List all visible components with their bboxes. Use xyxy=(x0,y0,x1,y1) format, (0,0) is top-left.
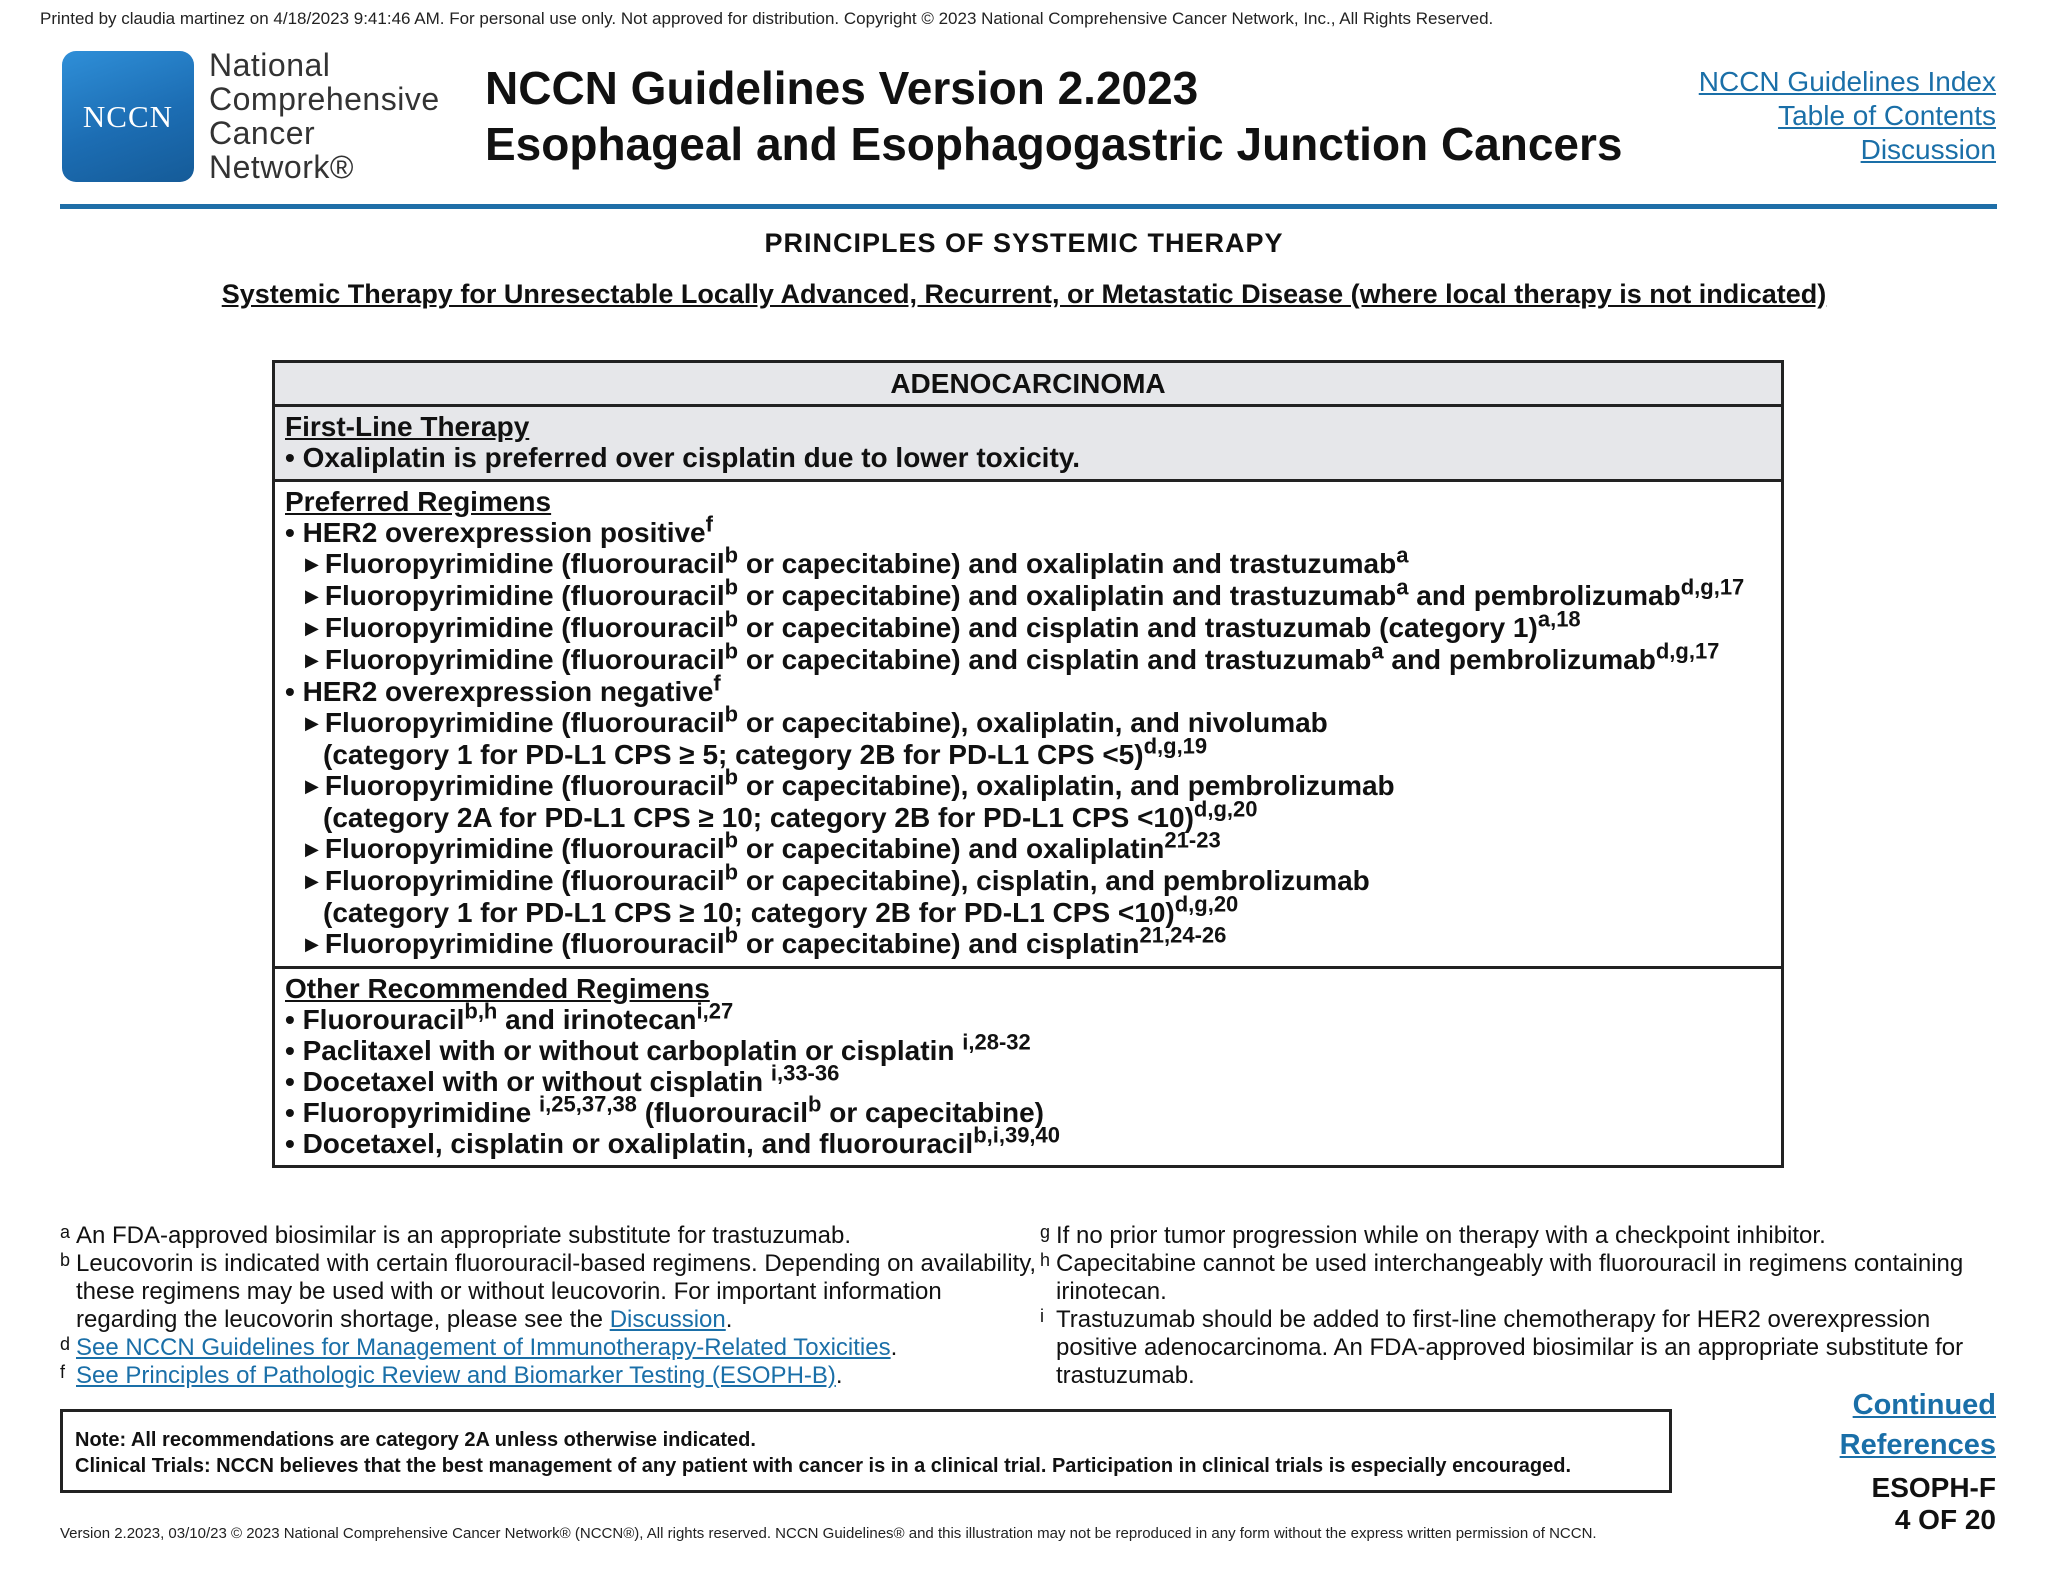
triangle-bullet-icon: ▶ xyxy=(305,650,319,670)
logo-wordmark xyxy=(209,48,440,184)
logo-line: Cancer xyxy=(209,115,316,151)
title-line-2: Esophageal and Esophagogastric Junction Cancers xyxy=(485,118,1623,170)
first-line-header: First-Line Therapy xyxy=(285,411,530,442)
list-item: • Fluorouracil$^{b,h}$ and irinotecan$^{i,27}$ xyxy=(285,998,734,1035)
version-footer: Version 2.2023, 03/10/23 © 2023 National Comprehensive Cancer Network® (NCCN®), All rights reserved. NCCN Guidelines® and this illustration may not be reproduced in any form without the express written permission of NCCN. xyxy=(60,1525,1597,1542)
other-block xyxy=(275,969,1781,1165)
page-title xyxy=(485,60,1623,172)
list-item: • Paclitaxel with or without carboplatin or cisplatin $^{i,28-32}$ xyxy=(285,1029,1031,1066)
list-item: ▶ Fluoropyrimidine (fluorouracil$^b$ or capecitabine) and cisplatin and trastuzumab (category 1)$^{a,18}$ xyxy=(305,606,1581,643)
discussion-footnote-link[interactable]: Discussion xyxy=(609,1306,726,1333)
footnote-g: g If no prior tumor progression while on therapy with a checkpoint inhibitor. xyxy=(1040,1222,1826,1249)
list-item: ▶ Fluoropyrimidine (fluorouracil$^b$ or capecitabine), oxaliplatin, and pembrolizumab xyxy=(305,764,1395,801)
print-banner: Printed by claudia martinez on 4/18/2023 9:41:46 AM. For personal use only. Not approved for distribution. Copyright © 2023 National Comprehensive Cancer Network, Inc., All Rights Reserved. xyxy=(40,9,1494,28)
list-item-continuation: (category 1 for PD-L1 CPS ≥ 5; category 2B for PD-L1 CPS <5)$^{d,g,19}$ xyxy=(323,733,1208,770)
references-link[interactable]: References xyxy=(1839,1429,1996,1461)
her2-positive-label: • HER2 overexpression positive$^f$ xyxy=(285,511,713,548)
triangle-bullet-icon: ▶ xyxy=(305,871,319,891)
note-line-2: Clinical Trials: NCCN believes that the best management of any patient with cancer is in a clinical trial. Participation in clinical trials is especially encouraged. xyxy=(75,1455,1572,1477)
footnote-f: f See Principles of Pathologic Review and Biomarker Testing (ESOPH-B). xyxy=(60,1362,843,1389)
logo-line: Comprehensive xyxy=(209,81,440,117)
list-item: ▶ Fluoropyrimidine (fluorouracil$^b$ or capecitabine), oxaliplatin, and nivolumab xyxy=(305,701,1328,738)
table-of-contents-link[interactable]: Table of Contents xyxy=(1778,100,1996,131)
footnote-d: d See NCCN Guidelines for Management of Immunotherapy-Related Toxicities. xyxy=(60,1334,898,1361)
triangle-bullet-icon: ▶ xyxy=(305,618,319,638)
page-code: ESOPH-F xyxy=(1871,1472,1996,1503)
logo-line: Network® xyxy=(209,149,354,185)
list-item: ▶ Fluoropyrimidine (fluorouracil$^b$ or capecitabine) and cisplatin and trastuzumab$^a$ and pembrolizumab$^{d,g,17}$ xyxy=(305,638,1720,675)
first-line-block xyxy=(275,407,1781,482)
page-identifier xyxy=(1872,1472,1996,1536)
section-subtitle: Systemic Therapy for Unresectable Locally Advanced, Recurrent, or Metastatic Disease (where local therapy is not indicated) xyxy=(221,279,1827,309)
list-item-continuation: (category 2A for PD-L1 CPS ≥ 10; category 2B for PD-L1 CPS <10)$^{d,g,20}$ xyxy=(323,796,1258,833)
triangle-bullet-icon: ▶ xyxy=(305,586,319,606)
her2-negative-label: • HER2 overexpression negative$^f$ xyxy=(285,670,721,707)
first-line-bullet: • Oxaliplatin is preferred over cisplatin due to lower toxicity. xyxy=(285,442,1081,473)
regimen-table xyxy=(272,360,1784,1168)
footnotes-left xyxy=(60,1222,1040,1390)
list-item: • Fluoropyrimidine $^{i,25,37,38}$ (fluorouracil$^b$ or capecitabine) xyxy=(285,1091,1045,1128)
preferred-block xyxy=(275,482,1781,969)
discussion-link[interactable]: Discussion xyxy=(1860,134,1996,165)
footnote-h: h Capecitabine cannot be used interchangeably with fluorouracil in regimens containing irinotecan. xyxy=(1040,1250,1964,1305)
table-heading: ADENOCARCINOMA xyxy=(275,363,1781,407)
guidelines-index-link[interactable]: NCCN Guidelines Index xyxy=(1698,66,1996,97)
list-item: ▶ Fluoropyrimidine (fluorouracil$^b$ or capecitabine) and oxaliplatin and trastuzumab$^a$ xyxy=(305,542,1409,579)
triangle-bullet-icon: ▶ xyxy=(305,839,319,859)
triangle-bullet-icon: ▶ xyxy=(305,934,319,954)
note-line-1: Note: All recommendations are category 2A unless otherwise indicated. xyxy=(75,1429,756,1451)
list-item: • Docetaxel with or without cisplatin $^{i,33-36}$ xyxy=(285,1060,840,1097)
title-line-1: NCCN Guidelines Version 2.2023 xyxy=(485,62,1199,114)
section-title: PRINCIPLES OF SYSTEMIC THERAPY xyxy=(764,228,1284,258)
page-number: 4 OF 20 xyxy=(1894,1504,1996,1535)
footnote-b: b Leucovorin is indicated with certain fluorouracil-based regimens. Depending on availability, these regimens may be used with or without leucovorin. For important information regarding the leucovorin shortage, please see the Discussion. xyxy=(60,1250,1037,1333)
triangle-bullet-icon: ▶ xyxy=(305,713,319,733)
list-item: ▶ Fluoropyrimidine (fluorouracil$^b$ or capecitabine) and oxaliplatin$^{21-23}$ xyxy=(305,827,1221,864)
list-item: ▶ Fluoropyrimidine (fluorouracil$^b$ or capecitabine), cisplatin, and pembrolizumab xyxy=(305,859,1370,896)
list-item-continuation: (category 1 for PD-L1 CPS ≥ 10; category 2B for PD-L1 CPS <10)$^{d,g,20}$ xyxy=(323,891,1239,928)
immunotherapy-toxicities-link[interactable]: See NCCN Guidelines for Management of Immunotherapy-Related Toxicities xyxy=(76,1334,891,1361)
page-nav-links xyxy=(1840,1385,1996,1465)
triangle-bullet-icon: ▶ xyxy=(305,776,319,796)
footnotes-right xyxy=(1040,1222,2015,1390)
triangle-bullet-icon: ▶ xyxy=(305,554,319,574)
nccn-logo-icon: NCCN xyxy=(62,51,194,182)
logo-line: National xyxy=(209,47,331,83)
pathologic-review-link[interactable]: See Principles of Pathologic Review and Biomarker Testing (ESOPH-B) xyxy=(76,1362,836,1389)
list-item: • Docetaxel, cisplatin or oxaliplatin, and fluorouracil$^{b,i,39,40}$ xyxy=(285,1122,1061,1159)
continued-link[interactable]: Continued xyxy=(1852,1389,1996,1421)
preferred-header: Preferred Regimens xyxy=(285,486,552,517)
note-box xyxy=(60,1409,1672,1493)
footnote-a: a An FDA-approved biosimilar is an appropriate substitute for trastuzumab. xyxy=(60,1222,852,1249)
header-links xyxy=(1699,65,1996,167)
footnote-i: i Trastuzumab should be added to first-line chemotherapy for HER2 overexpression positive adenocarcinoma. An FDA-approved biosimilar is an appropriate substitute for trastuzumab. xyxy=(1040,1306,1964,1389)
other-header: Other Recommended Regimens xyxy=(285,973,710,1004)
list-item: ▶ Fluoropyrimidine (fluorouracil$^b$ or capecitabine) and oxaliplatin and trastuzumab$^a$ and pembrolizumab$^{d,g,17}$ xyxy=(305,574,1745,611)
list-item: ▶ Fluoropyrimidine (fluorouracil$^b$ or capecitabine) and cisplatin$^{21,24-26}$ xyxy=(305,922,1227,959)
header-divider xyxy=(60,204,1997,209)
